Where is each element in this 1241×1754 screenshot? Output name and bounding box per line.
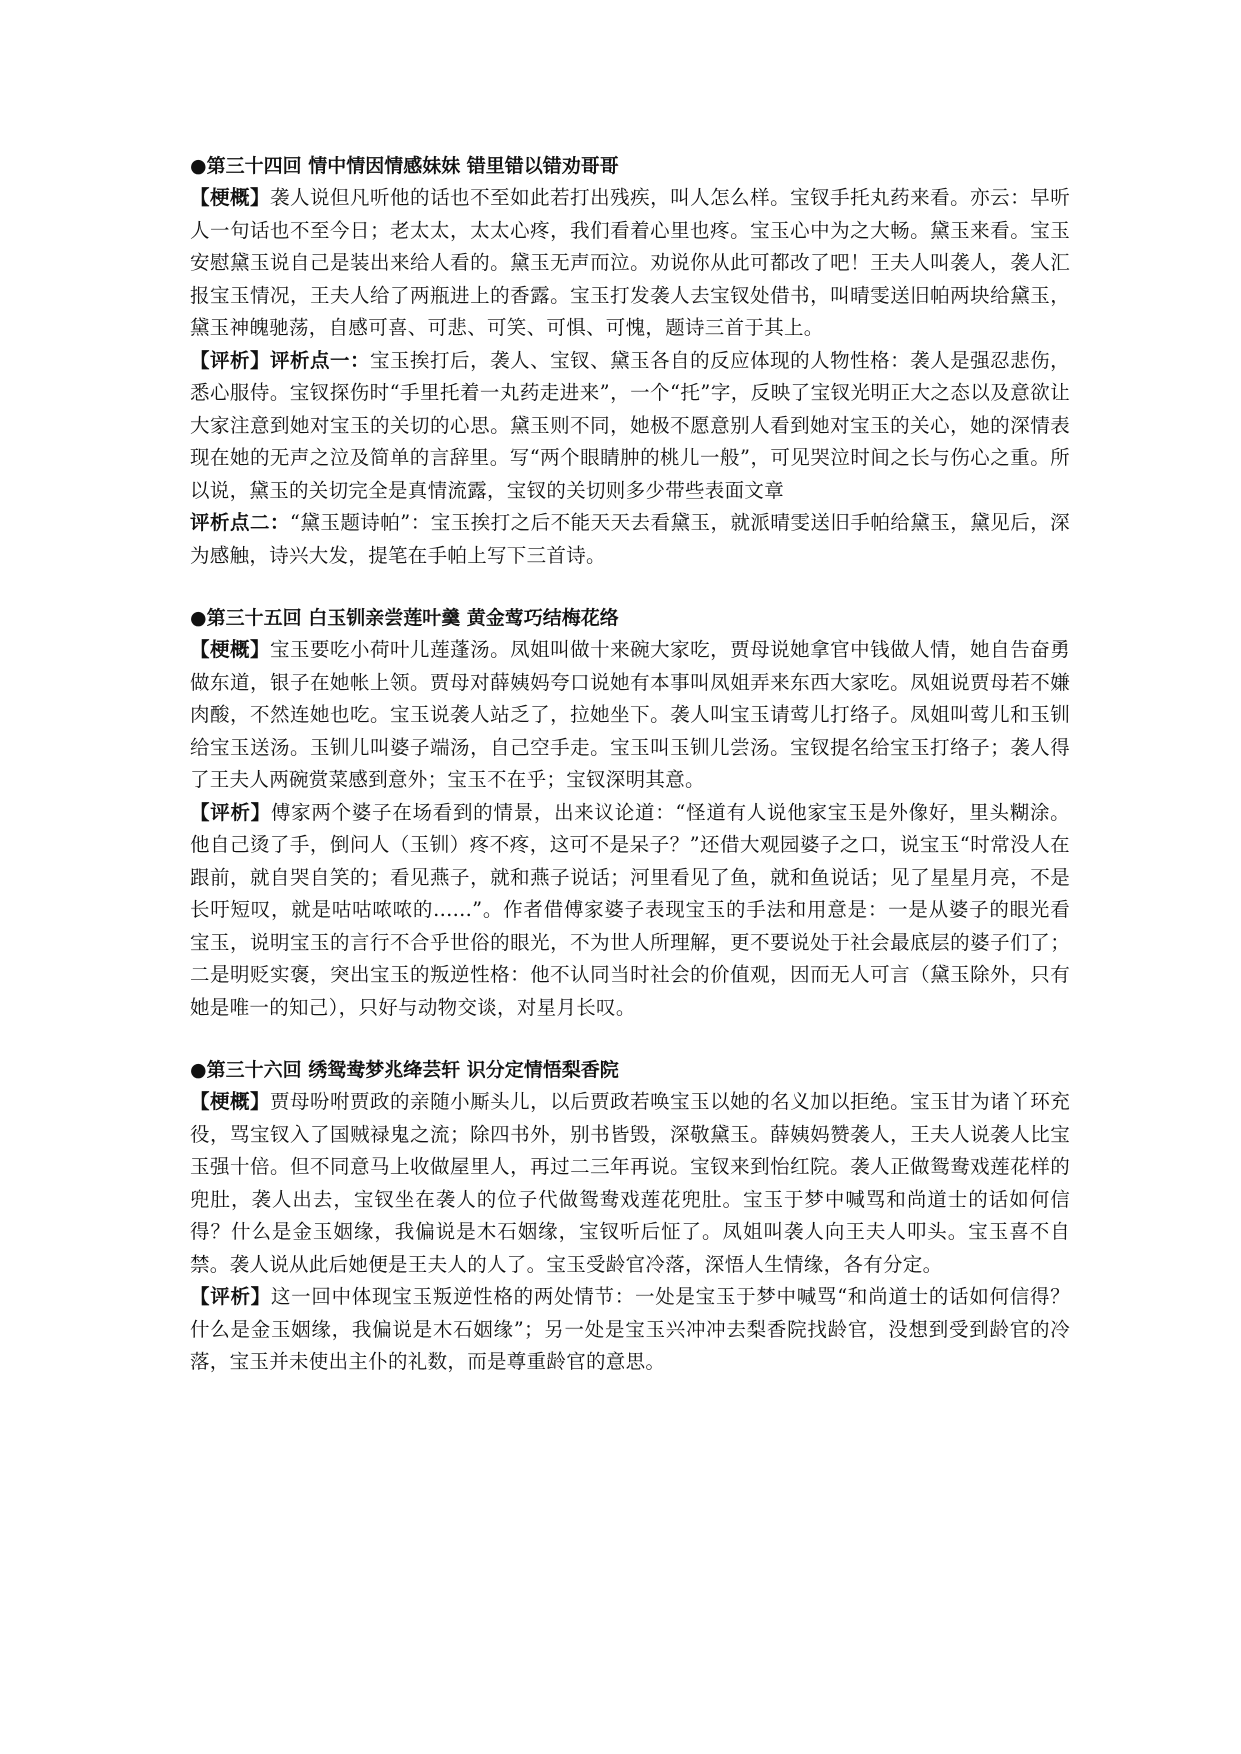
summary-text: 贾母吩咐贾政的亲随小厮头儿，以后贾政若唤宝玉以她的名义加以拒绝。宝玉甘为诸丫环充役，骂宝钗入了国贼禄鬼之流；除四书外，别书皆毁，深敬黛玉。薛姨妈赞袭人，王夫人说袭人比宝玉强十倍。但不同意马上收做屋里人，再过二三年再说。宝钗来到怡红院。袭人正做鸳鸯戏莲花样的兜肚，袭人出去，宝钗坐在袭人的位子代做鸳鸯戏莲花兜肚。宝玉于梦中喊骂和尚道士的话如何信得？什么是金玉姻缘，我偏说是木石姻缘，宝钗听后怔了。凤姐叫袭人向王夫人叩头。宝玉喜不自禁。袭人说从此后她便是王夫人的人了。宝玉受龄官冷落，深悟人生情缘，各有分定。 — [190, 1090, 1070, 1276]
chapter-35-summary — [190, 634, 1070, 797]
analysis-text: 这一回中体现宝玉叛逆性格的两处情节：一处是宝玉于梦中喊骂“和尚道士的话如何信得？什么是金玉姻缘，我偏说是木石姻缘”；另一处是宝玉兴冲冲去梨香院找龄官，没想到受到龄官的冷落，宝玉并未使出主仆的礼数，而是尊重龄官的意思。 — [190, 1285, 1070, 1373]
chapter-34-heading: ●第三十四回 情中情因情感妹妹 错里错以错劝哥哥 — [190, 155, 619, 177]
analysis-point-2-label: 评析点二： — [190, 511, 290, 534]
chapter-34-analysis-point-2 — [190, 507, 1070, 572]
chapter-36-heading: ●第三十六回 绣鸳鸯梦兆绛芸轩 识分定情悟梨香院 — [190, 1059, 619, 1081]
chapter-34-section — [190, 150, 1070, 572]
analysis-text: “黛玉题诗帕”：宝玉挨打之后不能天天去看黛玉，就派晴雯送旧手帕给黛玉，黛见后，深为感触，诗兴大发，提笔在手帕上写下三首诗。 — [190, 511, 1070, 567]
chapter-35-section — [190, 602, 1070, 1024]
summary-tag: 【梗概】 — [190, 186, 271, 209]
summary-text: 袭人说但凡听他的话也不至如此若打出残疾，叫人怎么样。宝钗手托丸药来看。亦云：早听人一句话也不至今日；老太太，太太心疼，我们看着心里也疼。宝玉心中为之大畅。黛玉来看。宝玉安慰黛玉说自己是装出来给人看的。黛玉无声而泣。劝说你从此可都改了吧！王夫人叫袭人，袭人汇报宝玉情况，王夫人给了两瓶进上的香露。宝玉打发袭人去宝钗处借书，叫晴雯送旧帕两块给黛玉，黛玉神魄驰荡，自感可喜、可悲、可笑、可惧、可愧，题诗三首于其上。 — [190, 186, 1070, 339]
analysis-tag: 【评析】 — [190, 800, 271, 824]
chapter-36-analysis — [190, 1281, 1070, 1379]
analysis-text: 傅家两个婆子在场看到的情景，出来议论道：“怪道有人说他家宝玉是外像好，里头糊涂。他自己烫了手，倒问人（玉钏）疼不疼，这可不是呆子？”还借大观园婆子之口，说宝玉“时常没人在跟前，就自哭自笑的；看见燕子，就和燕子说话；河里看见了鱼，就和鱼说话；见了星星月亮，不是长吁短叹，就是咕咕哝哝的......”。作者借傅家婆子表现宝玉的手法和用意是：一是从婆子的眼光看宝玉，说明宝玉的言行不合乎世俗的眼光，不为世人所理解，更不要说处于社会最底层的婆子们了；二是明贬实褒，突出宝玉的叛逆性格：他不认同当时社会的价值观，因而无人可言（黛玉除外，只有她是唯一的知己），只好与动物交谈，对星月长叹。 — [190, 800, 1070, 1019]
chapter-34-summary — [190, 182, 1070, 345]
chapter-35-analysis — [190, 797, 1070, 1025]
chapter-36-section — [190, 1054, 1070, 1379]
summary-tag: 【梗概】 — [190, 1090, 271, 1113]
analysis-point-1-label: 评析点一： — [270, 348, 371, 372]
analysis-tag: 【评析】 — [190, 348, 271, 372]
summary-text: 宝玉要吃小荷叶儿莲蓬汤。凤姐叫做十来碗大家吃，贾母说她拿官中钱做人情，她自告奋勇做东道，银子在她帐上领。贾母对薛姨妈夸口说她有本事叫凤姐弄来东西大家吃。凤姐说贾母若不嫌肉酸，不然连她也吃。宝玉说袭人站乏了，拉她坐下。袭人叫宝玉请莺儿打络子。凤姐叫莺儿和玉钏给宝玉送汤。玉钏儿叫婆子端汤，自己空手走。宝玉叫玉钏儿尝汤。宝钗提名给宝玉打络子；袭人得了王夫人两碗赏菜感到意外；宝玉不在乎；宝钗深明其意。 — [190, 638, 1070, 791]
summary-tag: 【梗概】 — [190, 638, 271, 661]
analysis-text: 宝玉挨打后，袭人、宝钗、黛玉各自的反应体现的人物性格：袭人是强忍悲伤，悉心服侍。宝钗探伤时“手里托着一丸药走进来”，一个“托”字，反映了宝钗光明正大之态以及意欲让大家注意到她对宝玉的关切的心思。黛玉则不同，她极不愿意别人看到她对宝玉的关心，她的深情表现在她的无声之泣及简单的言辞里。写“两个眼睛肿的桃儿一般”，可见哭泣时间之长与伤心之重。所以说，黛玉的关切完全是真情流露，宝钗的关切则多少带些表面文章 — [190, 348, 1070, 502]
document-page — [190, 150, 1070, 1409]
chapter-36-summary — [190, 1086, 1070, 1281]
chapter-34-analysis — [190, 345, 1070, 508]
chapter-35-heading: ●第三十五回 白玉钏亲尝莲叶羹 黄金莺巧结梅花络 — [190, 607, 619, 629]
analysis-tag: 【评析】 — [190, 1285, 271, 1308]
